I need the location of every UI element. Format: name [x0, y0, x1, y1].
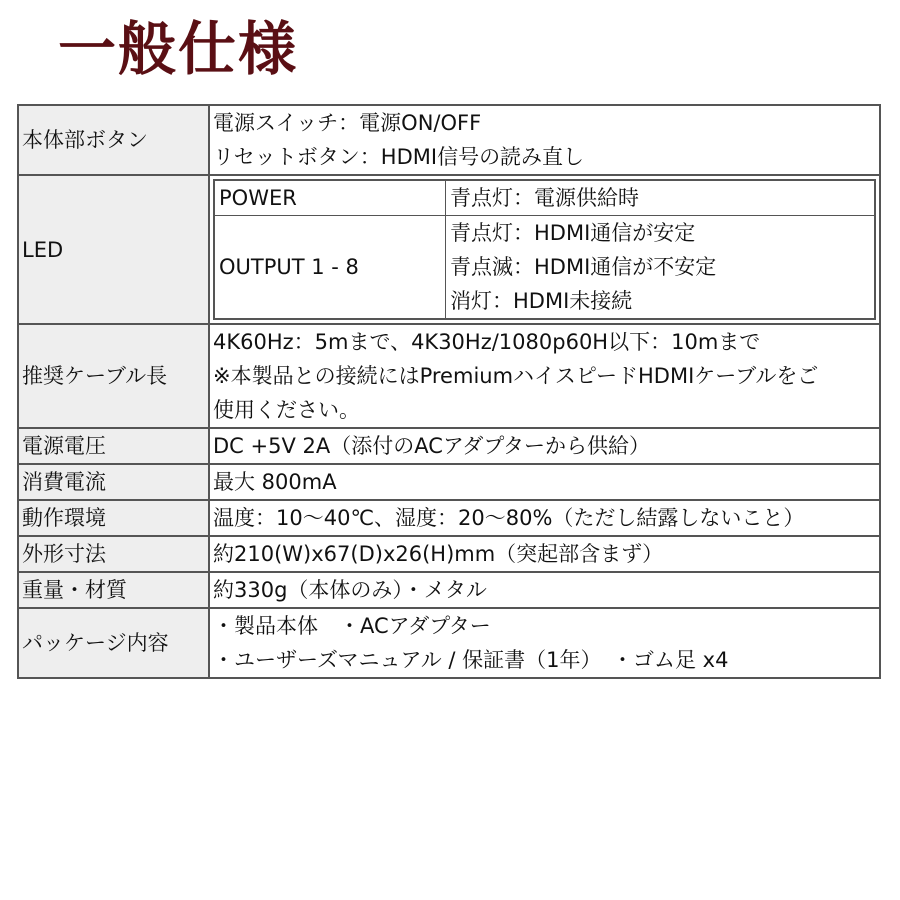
led-status-line: 青点滅：HDMI通信が不安定: [450, 255, 717, 279]
spec-line: ※本製品との接続にはPremiumハイスピードHDMIケーブルをご: [213, 364, 819, 388]
spec-value-cable: [209, 324, 880, 428]
spec-row-buttons: [18, 105, 880, 175]
spec-row-cable: [18, 324, 880, 428]
spec-row-current: [18, 464, 880, 500]
spec-line: 使用ください。: [213, 398, 360, 422]
spec-line: 電源スイッチ：電源ON/OFF: [213, 111, 482, 135]
spec-label-env: 動作環境: [18, 500, 209, 536]
spec-label-cable: 推奨ケーブル長: [18, 324, 209, 428]
spec-value-led: [209, 175, 880, 324]
page-title: 一般仕様: [58, 15, 299, 83]
spec-table: [17, 104, 881, 679]
spec-line: リセットボタン：HDMI信号の読み直し: [213, 145, 585, 169]
spec-label-current: 消費電流: [18, 464, 209, 500]
spec-row-power: [18, 428, 880, 464]
spec-row-package: [18, 608, 880, 678]
spec-label-buttons: 本体部ボタン: [18, 105, 209, 175]
led-name-output: OUTPUT 1 - 8: [214, 216, 446, 320]
spec-row-weight: [18, 572, 880, 608]
spec-label-size: 外形寸法: [18, 536, 209, 572]
spec-label-led: LED: [18, 175, 209, 324]
spec-value-power: DC +5V 2A（添付のACアダプターから供給）: [209, 428, 880, 464]
led-name-power: POWER: [214, 180, 446, 216]
led-status-power: [446, 180, 876, 216]
spec-line: ・製品本体 ・ACアダプター: [213, 614, 491, 638]
led-status-line: 青点灯：HDMI通信が安定: [450, 221, 696, 245]
spec-row-size: [18, 536, 880, 572]
led-table: [213, 179, 876, 320]
led-row-power: [214, 180, 875, 216]
spec-line: 4K60Hz：5mまで、4K30Hz/1080p60H以下：10mまで: [213, 330, 761, 354]
spec-row-led: [18, 175, 880, 324]
spec-value-size: 約210(W)x67(D)x26(H)mm（突起部含まず）: [209, 536, 880, 572]
spec-value-weight: 約330g（本体のみ）・メタル: [209, 572, 880, 608]
spec-value-current: 最大 800mA: [209, 464, 880, 500]
led-row-output: [214, 216, 875, 320]
spec-value-env: 温度：10～40℃、湿度：20～80%（ただし結露しないこと）: [209, 500, 880, 536]
spec-row-env: [18, 500, 880, 536]
spec-label-package: パッケージ内容: [18, 608, 209, 678]
spec-label-power: 電源電圧: [18, 428, 209, 464]
led-status-line: 青点灯：電源供給時: [450, 186, 639, 210]
spec-label-weight: 重量・材質: [18, 572, 209, 608]
led-status-line: 消灯：HDMI未接続: [450, 289, 633, 313]
led-status-output: [446, 216, 876, 320]
spec-line: ・ユーザーズマニュアル / 保証書（1年） ・ゴム足 x4: [213, 648, 729, 672]
spec-value-buttons: [209, 105, 880, 175]
spec-value-package: [209, 608, 880, 678]
